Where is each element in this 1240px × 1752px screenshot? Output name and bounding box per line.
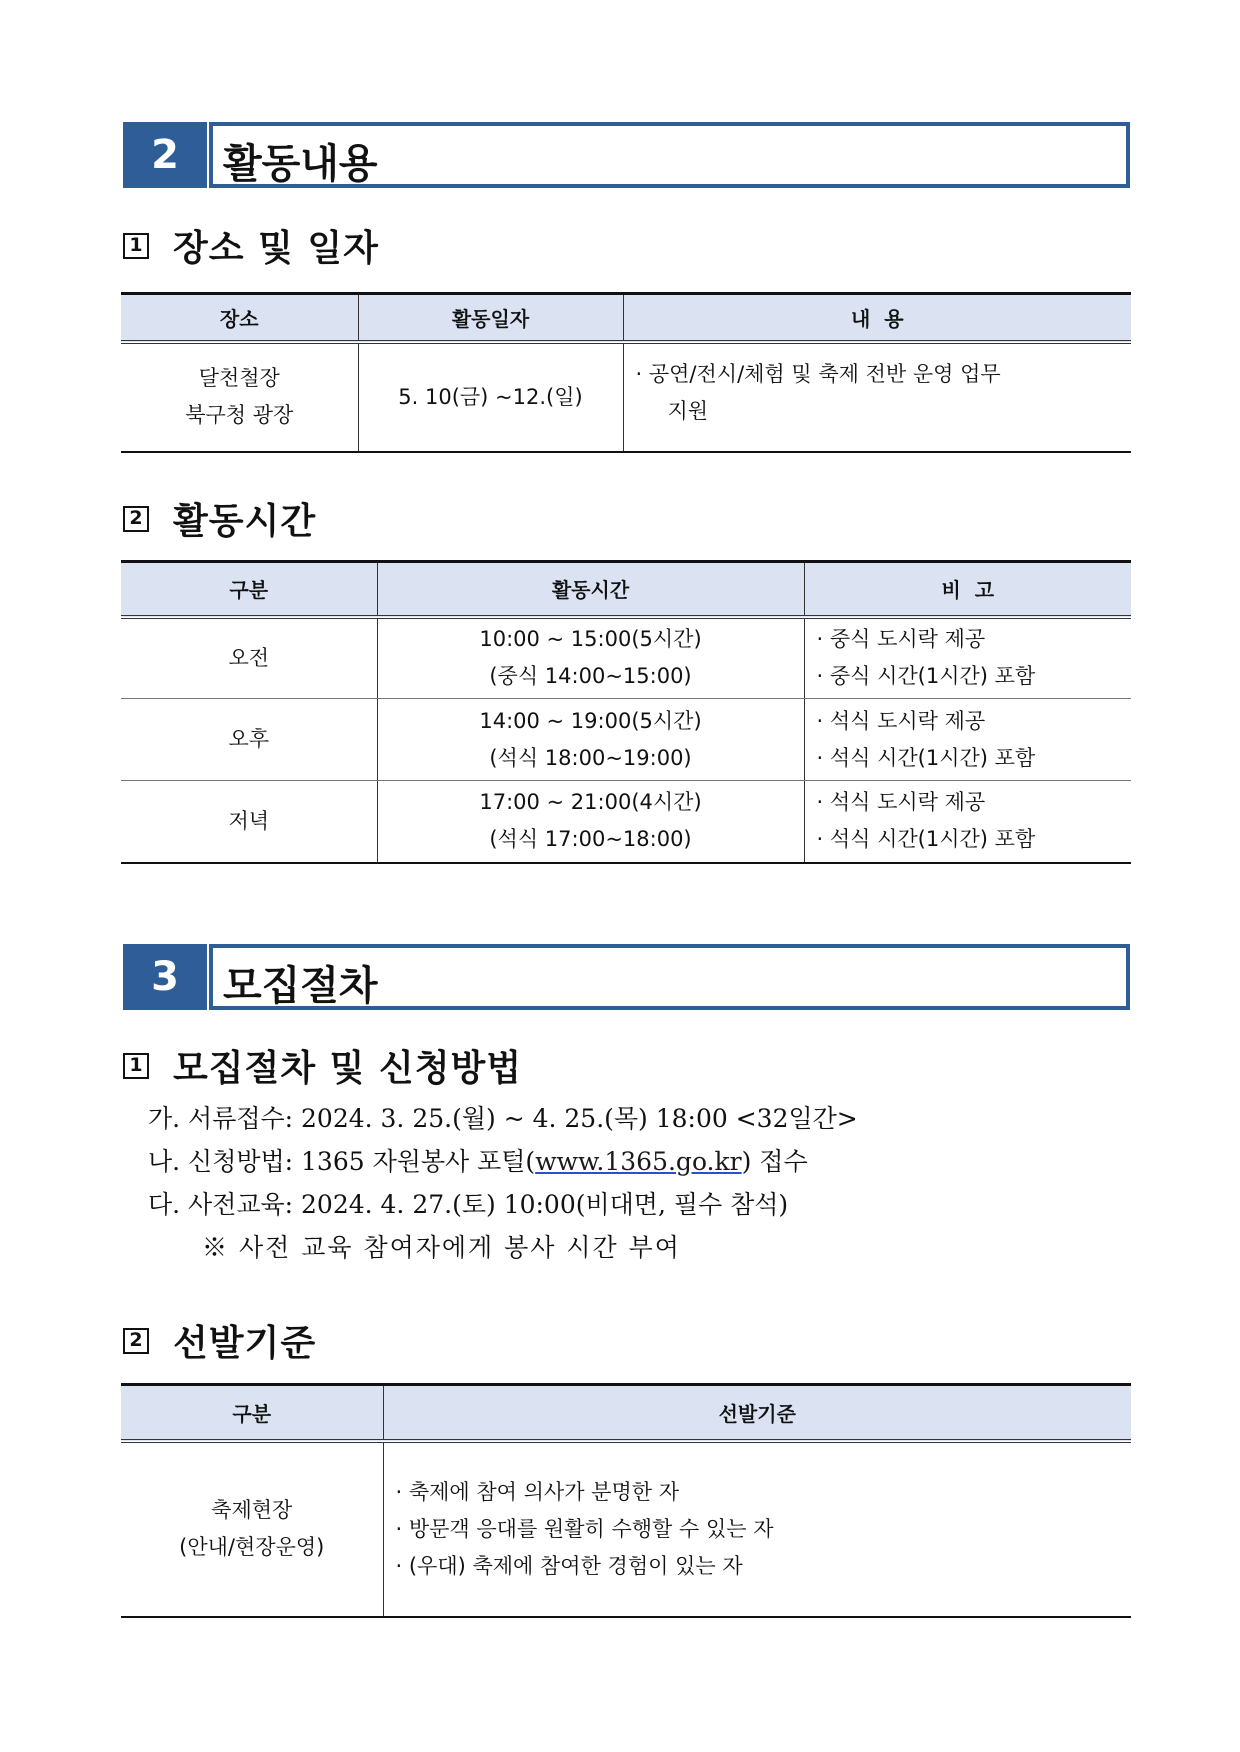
remark-cell [804,699,1131,781]
subheading-number: 1 [123,1053,149,1079]
subheading-number: 2 [123,506,149,532]
section-number: 3 [123,944,207,1010]
time-cell [377,699,804,781]
category-line: 축제현장 [211,1498,293,1522]
procedure-item-ga: 가. 서류접수: 2024. 3. 25.(월) ~ 4. 25.(목) 18:00 <32일간> [148,1104,858,1133]
remark-cell [804,617,1131,699]
section-title-box [209,122,1130,188]
section-header-3 [123,944,1130,1010]
procedure-note: ※ 사전 교육 참여자에게 봉사 시간 부여 [202,1233,681,1262]
time-line: 14:00 ~ 19:00(5시간) [479,708,702,733]
subheading-procedure [123,1040,522,1091]
remark-line: · 중식 도시락 제공 [816,627,986,652]
category-cell [121,1441,383,1617]
time-line: (석식 17:00~18:00) [489,827,692,852]
row-label: 저녁 [121,781,377,863]
content-cell [623,342,1131,452]
section-title-box [209,944,1130,1010]
category-line: (안내/현장운영) [179,1535,325,1559]
place-date-table [121,292,1131,453]
subheading-activity-time [123,493,316,544]
section-header-2 [123,122,1130,188]
procedure-text: ) 접수 [741,1147,808,1176]
header-content: 내 용 [623,294,1131,342]
content-line: 지원 [667,398,709,423]
criteria-line: · 축제에 참여 의사가 분명한 자 [395,1479,679,1504]
procedure-list [148,1097,858,1269]
header-place: 장소 [121,294,358,342]
time-cell [377,781,804,863]
row-label: 오후 [121,699,377,781]
subheading-place-date [123,220,379,271]
place-line: 북구청 광장 [185,403,294,427]
header-category: 구분 [121,1385,383,1441]
remark-cell [804,781,1131,863]
subheading-title: 선발기준 [173,1323,317,1364]
time-line: 17:00 ~ 21:00(4시간) [479,790,702,815]
subheading-title: 활동시간 [173,501,317,542]
header-time: 활동시간 [377,562,804,617]
criteria-line: · 방문객 응대를 원활히 수행할 수 있는 자 [395,1516,774,1541]
remark-line: · 석식 시간(1시간) 포함 [816,827,1036,852]
remark-line: · 중식 시간(1시간) 포함 [816,664,1036,689]
subheading-title: 모집절차 및 신청방법 [173,1048,523,1089]
remark-line: · 석식 도시락 제공 [816,708,986,733]
row-label: 오전 [121,617,377,699]
section-title: 활동내용 [223,141,378,187]
subheading-number: 2 [123,1328,149,1354]
procedure-item-da: 다. 사전교육: 2024. 4. 27.(토) 10:00(비대면, 필수 참석) [148,1190,789,1219]
criteria-table [121,1383,1131,1618]
criteria-cell [383,1441,1131,1617]
remark-line: · 석식 시간(1시간) 포함 [816,745,1036,770]
activity-time-table [121,560,1131,864]
date-cell: 5. 10(금) ~12.(일) [358,342,623,452]
section-title: 모집절차 [223,963,378,1009]
header-date: 활동일자 [358,294,623,342]
header-remarks: 비 고 [804,562,1131,617]
place-line: 달천철장 [198,366,280,390]
header-category: 구분 [121,562,377,617]
section-number: 2 [123,122,207,188]
time-line: 10:00 ~ 15:00(5시간) [479,627,702,652]
subheading-criteria [123,1315,316,1366]
place-cell [121,342,358,452]
remark-line: · 석식 도시락 제공 [816,790,986,815]
header-criteria: 선발기준 [383,1385,1131,1441]
criteria-line: · (우대) 축제에 참여한 경험이 있는 자 [395,1553,743,1578]
subheading-title: 장소 및 일자 [173,228,379,269]
content-line: · 공연/전시/체험 및 축제 전반 운영 업무 [635,361,1001,386]
time-line: (석식 18:00~19:00) [489,745,692,770]
time-cell [377,617,804,699]
time-line: (중식 14:00~15:00) [489,664,692,689]
subheading-number: 1 [123,233,149,259]
procedure-item-na [148,1140,858,1183]
procedure-text: 나. 신청방법: 1365 자원봉사 포털( [148,1147,536,1176]
volunteer-portal-link[interactable]: www.1365.go.kr [535,1147,742,1176]
